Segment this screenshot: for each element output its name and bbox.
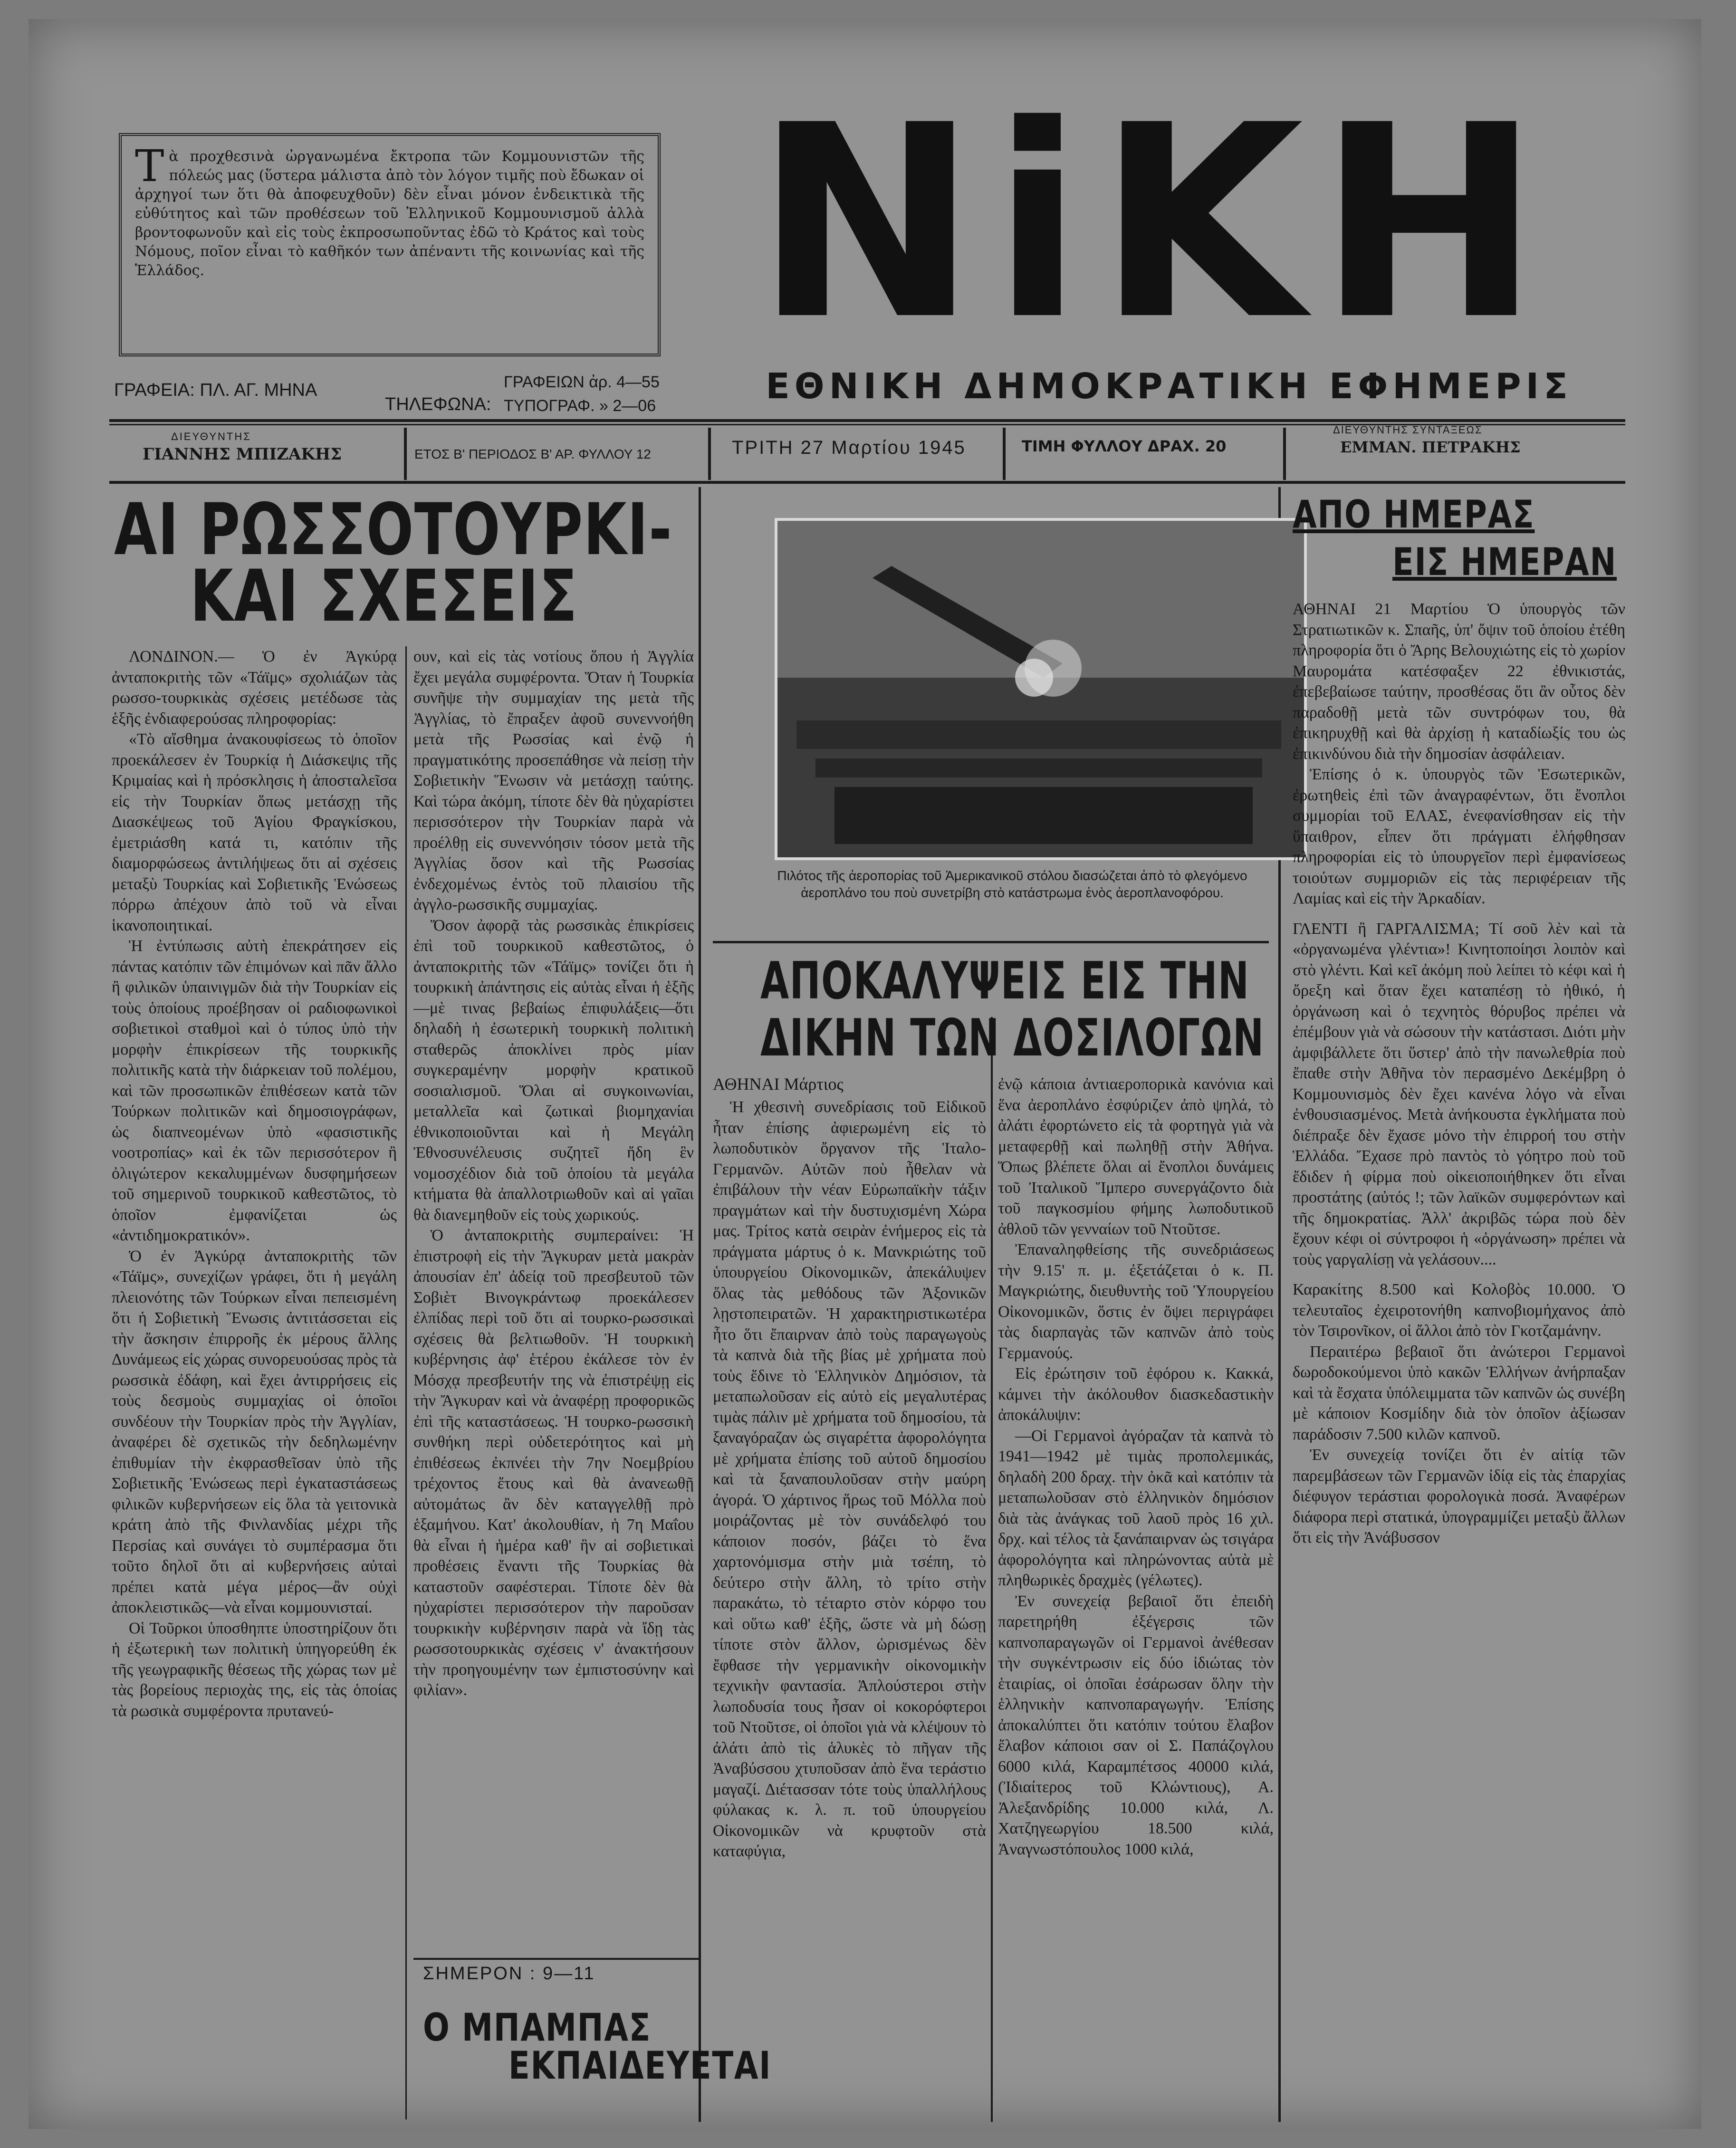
article3-headline-line1: ΑΠΟ ΗΜΕΡΑΣ xyxy=(1293,492,1535,537)
editor-label: ΔΙΕΥΘΥΝΤΗΣ ΣΥΝΤΑΞΕΩΣ xyxy=(1333,424,1483,436)
article1-column1 xyxy=(112,646,397,2110)
intro-note-box xyxy=(119,133,661,356)
intro-drop-cap: Τ xyxy=(135,141,164,192)
issue-date: ΤΡΙΤΗ 27 Μαρτίου 1945 xyxy=(732,437,966,458)
aircraft-carrier-photo xyxy=(775,518,1307,860)
caption-rule xyxy=(713,941,1269,943)
article1-col2-para: Ὁ ἀνταποκριτὴς συμπεραίνει: Ἡ ἐπιστροφὴ εἰς τὴν Ἄγκυραν μετὰ μακρὰν ἀπουσίαν ἐπ' ἀδείᾳ τοῦ πρεσβευτοῦ τῶν Σοβιὲτ Βινογκράντωφ προεκάλεσεν ἐλπίδας περὶ τοῦ ὅτι αἱ τουρκο-ρωσσικαὶ σχέσεις θὰ βελτιωθοῦν. Ἡ τουρκικὴ κυβέρνησις ἀφ' ἑτέρου ἐκάλεσε τὸν ἐν Μόσχᾳ πρεσβευτήν της νὰ ἐπιστρέψῃ εἰς τὴν Ἄγκυραν καὶ νὰ ἀναφέρῃ προφορικῶς ἐπὶ τῆς καταστάσεως. Ἡ τουρκο-ρωσσικὴ συνθήκη περὶ οὐδετερότητος καὶ μὴ ἐπιθέσεως ἐκπνέει τὴν 7ην Νοεμβρίου τρέχοντος ἔτους καὶ θὰ ἀνανεωθῇ αὐτομάτως ἂν δὲν καταγγελθῇ πρὸ ἑξαμήνου. Κατ' ἀκολουθίαν, ἡ 7η Μαΐου θὰ εἶναι ἡ ἡμέρα καθ' ἣν αἱ σοβιετικαὶ προθέσεις ἔναντι τῆς Τουρκίας θὰ καταστοῦν σαφέστεραι. Τίποτε δὲν θὰ ηὐχαρίστει περισσότερον τὴν παροῦσαν τουρκικὴν κυβέρνησιν παρὰ νὰ ἴδῃ τὰς ρωσσοτουρκικὰς σχέσεις ν' ἀνακτήσουν τὴν προηγουμένην των ἐμπιστοσύνην καὶ φιλίαν». xyxy=(413,1227,694,1699)
article1-col2-para: ουν, καὶ εἰς τὰς νοτίους ὅπου ἡ Ἀγγλία ἔχει μεγάλα συμφέροντα. Ὅταν ἡ Τουρκία συνῆψε τὴν συμμαχίαν της μετὰ τῆς Ἀγγλίας, τὸ ἔπραξεν ἀφοῦ συνεννοήθη μετὰ τῆς Ρωσσίας καὶ ἐνῷ ἡ πραγματικότης προσεπάθησε νὰ πείσῃ τὴν Σοβιετικὴν Ἕνωσιν νὰ μετάσχῃ ταύτης. Καὶ τώρα ἀκόμη, τίποτε δὲν θὰ ηὐχαρίστει περισσότερον τὴν Τουρκίαν παρὰ νὰ προέλθῃ εἰς συνεννόησιν τόσον μετὰ τῆς Ἀγγλίας ὅσον καὶ τῆς Ρωσσίας ἐνδεχομένως ἐντὸς τοῦ πλαισίου τῆς ἀγγλο-ρωσσικῆς συμμαχίας. xyxy=(413,648,694,913)
issue-number: ΕΤΟΣ Β' ΠΕΡΙΟΔΟΣ Β' ΑΡ. ΦΥΛΛΟΥ 12 xyxy=(414,447,651,461)
intro-note-text: ὰ προχθεσινὰ ὠργανωμένα ἔκτροπα τῶν Κομμουνιστῶν τῆς πόλεώς μας (ὕστερα μάλιστα ἀπὸ τὸν λόγον τιμῆς ποὺ ἔδωκαν οἱ ἀρχηγοί των ὅτι θὰ ἀποφευχθοῦν) δὲν εἶναι μόνον ἐνδεικτικὰ τῆς εὐθύτητος καὶ τῶν προθέσεων τοῦ Ἑλληνικοῦ Κομμουνισμοῦ ἀλλὰ βροντοφωνοῦν καὶ εἰς τοὺς ἐκπροσωποῦντας ἐδῶ τὸ Κράτος καὶ τοὺς Νόμους, ποῖον εἶναι τὸ καθῆκόν των ἀπέναντι τῆς κοινωνίας καὶ τῆς Ἑλλάδος. xyxy=(135,148,644,279)
article1-col1-para: Οἱ Τοῦρκοι ὑποσθηπτε ὑποστηρίζουν ὅτι ἡ ἐξωτερικὴ των πολιτικὴ ὑπηγορεύθη ἐκ τῆς γεωγραφικῆς θέσεως τῆς χώρας των μὲ τὰς βορείους περιοχὰς της, εἰς τὰς ὁποίας τὰ ρωσικὰ συμφέροντα πρυτανεύ- xyxy=(112,1619,397,1720)
article1-col1-para: Ὁ ἐν Ἀγκύρᾳ ἀνταποκριτὴς τῶν «Τάϊμς», συνεχίζων γράφει, ὅτι ἡ μεγάλη πλειονότης τῶν Τούρκων εἶναι πεπεισμένη ὅτι ἡ Σοβιετικὴ Ἕνωσις ἀντιτάσσεται εἰς τὴν ἄσκησιν ἐπιρροῆς ἐκ μέρους ἄλλης Δυνάμεως εἰς χώρας συνορευούσας πρὸς τὰ ρωσσικὰ ἐδάφη, καὶ ἔχει ἀντιρρήσεις εἰς τοὺς δεσμοὺς συμμαχίας οἱ ὁποῖοι συνδέουν τὴν Τουρκίαν πρὸς τὴν Ἀγγλίαν, ἀναφέρει δὲ σχετικῶς τὴν δεδηλωμένην ἐπιθυμίαν τὴν ἐκφρασθεῖσαν ὑπὸ τῆς Σοβιετικῆς Ἑνώσεως περὶ ἐγκαταστάσεως φιλικῶν κυβερνήσεων εἰς ὅλα τὰ γειτονικὰ κράτη ἀπὸ τῆς Φινλανδίας μέχρι τῆς Περσίας καὶ συνάγει τὸ συμπέρασμα ὅτι τοῦτο δηλοῖ ὅτι αἱ κυβερνήσεις αὐταὶ πρέπει κατὰ μέγα μέρος—ἂν οὐχὶ ἀποκλειστικῶς—νὰ εἶναι κομμουνισταί. xyxy=(112,1247,397,1616)
article1-headline-line2: ΚΑΙ ΣΧΕΣΕΙΣ xyxy=(190,555,578,638)
info-divider-4 xyxy=(1283,428,1286,480)
masthead-title: ΝiΚΗ xyxy=(755,68,1555,378)
article3-para: ΓΛΕΝΤΙ ἢ ΓΑΡΓΑΛΙΣΜΑ; Τί σοῦ λὲν καὶ τὰ «ὀργανωμένα γλέντια»! Κινητοποίησι λοιπὸν καὶ στὸ γλέντι. Καὶ κεῖ ἀκόμη ποὺ λείπει τὸ κέφι καὶ ἡ ὄρεξη καὶ ὅταν ἔχει καταπέσῃ τὸ ἠθικό, ἡ ὀργάνωση καὶ ὁ τεχνητὸς θόρυβος πρέπει νὰ ἐπέμβουν γιὰ νὰ σώσουν τὴν κατάστασι. Διότι μὴν ἀμφιβάλλετε ὅτι ὕστερ' ἀπὸ τὴν πανωλεθρία ποὺ ἔπαθε στὴν Ἀθῆνα τὸν περασμένο Δεκέμβρη ὁ Κομμουνισμὸς δὲν ἔχει κανένα λόγο νὰ εἶναι ἐνθουσιασμένος. Μετὰ ἀνήκουστα ἐγκλήματα ποὺ διέπραξε δὲν ἔχασε μόνο τὴν ἐπιρροή του στὴν Ἑλλάδα. Ἔχασε πρὸ παντὸς τὸ γόητρο ποὺ τοῦ ἔδιδεν ἡ φίρμα ποὺ οἰκειοποιήθηκεν ὅτι εἶναι προστάτης (αὐτός !; τῶν λαϊκῶν συμφερόντων καὶ τῆς δημοκρατίας. Ἀλλ' ἀκριβῶς τώρα ποὺ δὲν ἔχουν κέφι οἱ σύντροφοι ἡ «ὀργάνωση» πρέπει νὰ τοὺς γαργαλίσῃ νὰ γελάσουν.... xyxy=(1293,920,1625,1268)
article2-col1-para: Ἡ χθεσινὴ συνεδρίασις τοῦ Εἰδικοῦ ἦταν ἐπίσης ἀφιερωμένη εἰς τὸ λωποδυτικὸν ὄργανον τῆς Ἰταλο-Γερμανῶν. Αὐτῶν ποὺ ἦθελαν νὰ ἐπιβάλουν τὴν νέαν Εὐρωπαϊκὴν τάξιν πραγμάτων καὶ τὴν δυστυχισμένη Χώρα μας. Τρίτος κατὰ σειρὰν ἐνήμερος εἰς τὰ πράγματα μάρτυς ὁ κ. Μανκριώτης τοῦ ὑπουργείου Οἰκονομικῶν, ἀπεκάλυψεν ὅλας τὰς μεθόδους τῶν Ἀξονικῶν λῃστοπειρατῶν. Ἡ χαρακτηριστικωτέρα ἦτο ὅτι ἔπαιρναν ἀπὸ τοὺς παραγωγοὺς τὰ καπνὰ διὰ τῆς βίας μὲ χρήματα ποὺ τοὺς ἔδινε τὸ Ἑλληνικὸν Δημόσιον, τὰ μεταπωλοῦσαν εἰς αὐτὸ εἰς μεγαλυτέρας τιμὰς πάλιν μὲ χρήματα τοῦ δημοσίου, τὰ ξαναγόραζαν ὡς σιγαρέττα ἀφορολόγητα μὲ χρήματα ἐπίσης τοῦ αὐτοῦ δημοσίου καὶ τὰ ξαναπουλοῦσαν στὴν μαύρη ἀγορά. Ὁ χάρτινος ἥρως τοῦ Μόλλα ποὺ μοιράζοντας μὲ τὸν συνάδελφό του κάποιον ποσόν, βάζει τὸ ἕνα χαρτονόμισμα στὴν μιὰ τσέπη, τὸ δεύτερο στὴν ἄλλη, τὸ τρίτο στὴν παρακάτω, τὸ τέταρτο στὸν κόρφο του καὶ οὕτω καθ' ἑξῆς, ὥστε νὰ μὴ δώσῃ τίποτε στὸν ἄλλον, ὡρισμένως δὲν ἔφθασε τὴν γερμανικὴν οἰκονομικὴν τεχνικὴν φαντασία. Ἀπλούστεροι στὴν λωποδυσία τους ἦσαν οἱ κοκορόφτεροι τοῦ Ντοῦτσε, οἱ ὁποῖοι γιὰ νὰ κλέψουν τὸ ἀλάτι ἀπὸ τὶς ἁλυκὲς τὸ πῆγαν τῆς Ἀναβύσσου χτυποῦσαν ἀπὸ ἕνα τεράστιο μαγαζί. Διέτασσαν τότε τοὺς ὑπαλλήλους φύλακας κ. λ. π. τοῦ ὑπουργείου Οἰκονομικῶν νὰ κρυφτοῦν στὰ καταφύγια, xyxy=(713,1098,986,1860)
phone-offices: ΓΡΑΦΕΙΩΝ ἀρ. 4—55 xyxy=(504,373,660,391)
photo-caption: Πιλότος τῆς ἀεροπορίας τοῦ Ἀμερικανικοῦ στόλου διασώζεται ἀπὸ τὸ φλεγόμενο ἀεροπλάνο του ποὺ συνετρίβη στὸ κατάστρωμα ἑνὸς ἀεροπλανοφόρου. xyxy=(777,868,1247,900)
offices-address: ΓΡΑΦΕΙΑ: ΠΛ. ΑΓ. ΜΗΝΑ xyxy=(114,380,317,400)
article1-headline-line1: ΑΙ ΡΩΣΣΟΤΟΥΡΚΙ- xyxy=(114,489,673,571)
newspaper-page xyxy=(29,19,1701,2129)
column-divider-left xyxy=(699,487,701,2122)
article2-col2-para: Ἐν συνεχείᾳ βεβαιοῖ ὅτι ἐπειδὴ παρετηρήθη ἐξέγερσις τῶν καπνοπαραγωγῶν οἱ Γερμανοὶ ἀνέθεσαν τὴν συγκέντρωσιν εἰς δύο ἰδιώτας τὸν ἑταιρίας, οἱ ὁποῖαι ἐσάρωσαν ὅλην τὴν ἑλληνικὴν καπνοπαραγωγήν. Ἐπίσης ἀποκαλύπτει ὅτι κατόπιν τούτου ἔλαβον ἔλαβον κάποιοι σαν οἱ Σ. Παπάζογλου 6000 κιλά, Καραμπέτσος 40000 κιλά, (Ἰδιαίτερος τοῦ Κλώντιους), Α. Ἀλεξανδρίδης 10.000 κιλά, Λ. Χατζηγεωργίου 18.500 κιλά, Ἀναγνωστόπουλος 1000 κιλά, xyxy=(998,1592,1274,1858)
article2-col2-para: —Οἱ Γερμανοὶ ἀγόραζαν τὰ καπνὰ τὸ 1941—1942 μὲ τιμὰς προπολεμικάς, δηλαδὴ 200 δραχ. τὴν ὀκᾶ καὶ κατόπιν τὰ μεταπωλοῦσαν στὸ ἑλληνικὸν δημόσιον διὰ τὰς ἀνάγκας τοῦ λαοῦ πρὸς 16 χιλ. δρχ. καὶ τέλος τὰ ξανάπαιρναν ὡς τσιγάρα ἀφορολόγητα καὶ πληρώνοντας αὐτὰ μὲ πληθωρικὲς δραχμὲς (γέλωτες). xyxy=(998,1427,1274,1589)
article2-col2-para: ἐνῷ κάποια ἀντιαεροπορικὰ κανόνια καὶ ἕνα ἀεροπλάνο ἐσφύριζεν ἀπὸ ψηλά, τὸ ἀλάτι ἐφορτώνετο εἰς τὰ φορτηγὰ γιὰ νὰ μεταφερθῇ καὶ πωληθῇ στὴν Ἀθήνα. Ὅπως βλέπετε ὅλαι αἱ ἔνοπλοι δυνάμεις τοῦ Ἰταλικοῦ Ἵμπερο συνεργάζοντο διὰ τοῦ παγκοσμίου φήμης λωποδυτικοῦ ἀθλοῦ τῶν γενναίων τοῦ Ντοῦτσε. xyxy=(998,1075,1274,1238)
today-schedule: ΣΗΜΕΡΟΝ : 9—11 xyxy=(423,1964,595,1984)
info-bottom-rule xyxy=(109,481,1625,484)
article1-col1-para: «Τὸ αἴσθημα ἀνακουφίσεως τὸ ὁποῖον προεκάλεσεν ἐν Τουρκίᾳ ἡ Διάσκεψις τῆς Κριμαίας καὶ ἡ πρόσκλησις ἡ ἀποσταλεῖσα εἰς τὴν Τουρκίαν ὅπως μετάσχῃ τῆς Διασκέψεως τοῦ Ἁγίου Φραγκίσκου, ἐμετριάσθη κατά τι, κατόπιν τῆς διαμορφώσεως ἀντιλήψεως ὅτι αἱ σχέσεις μεταξὺ Τουρκίας καὶ Σοβιετικῆς Ἑνώσεως πόρρω ἀπέχουν ἀπὸ τοῦ νὰ εἶναι ἱκανοποιητικαί. xyxy=(112,730,397,934)
article3-headline-line2: ΕΙΣ ΗΜΕΡΑΝ xyxy=(1392,540,1617,584)
article2-column1 xyxy=(713,1097,986,2119)
article2-column2 xyxy=(998,1074,1274,2119)
article1-col2-para: Ὅσον ἀφορᾷ τὰς ρωσσικὰς ἐπικρίσεις ἐπὶ τοῦ τουρκικοῦ καθεστῶτος, ὁ ἀνταποκριτὴς τῶν «Τάϊμς» τονίζει ὅτι ἡ τουρκικὴ ἀπάντησις εἰς αὐτὰς εἶναι ἡ ἑξῆς—μὲ τινας βεβαίως ἐπιφυλάξεις—ὅτι δηλαδὴ ἡ ἐσωτερικὴ τουρκικὴ πολιτικὴ σταθερῶς ἀποκλίνει πρὸς μίαν συγκεραμένην μορφὴν κρατικοῦ σοσιαλισμοῦ. Ὅλαι αἱ συγκοινωνίαι, μεταλλεῖα καὶ ζωτικαὶ βιομηχανίαι ἐθνικοποιοῦνται καὶ ἡ Μεγάλη Ἐθνοσυνέλευσις συζητεῖ ἤδη ἓν νομοσχέδιον διὰ τοῦ ὁποίου τὰ μεγάλα κτήματα θὰ ἀπαλλοτριωθοῦν καὶ αἱ γαῖαι θὰ διανεμηθοῦν εἰς τοὺς χωρικούς. xyxy=(413,916,694,1224)
article2-headline-line2: ΔΙΚΗΝ ΤΩΝ ΔΟΣΙΛΟΓΩΝ xyxy=(760,1008,1265,1068)
article2-col2-para: Ἐπαναληφθείσης τῆς συνεδριάσεως τὴν 9.15' π. μ. ἐξετάζεται ὁ κ. Π. Μαγκριώτης, διευθυντὴς τοῦ Ὑπουργείου Οἰκονομικῶν, ὅστις ἐν ὄψει περιγράφει τὰς διαρπαγὰς τῶν καπνῶν ἀπὸ τοὺς Γερμανούς. xyxy=(998,1241,1274,1362)
phones-label: ΤΗΛΕΦΩΝΑ: xyxy=(385,394,491,414)
box-headline-line2: ΕΚΠΑΙΔΕΥΕΤΑΙ xyxy=(508,2043,772,2088)
article2-dateline: ΑΘΗΝΑΙ Μάρτιος xyxy=(713,1074,844,1093)
issue-price: ΤΙΜΗ ΦΥΛΛΟΥ ΔΡΑΧ. 20 xyxy=(1022,437,1227,455)
article3-para: Ἐν συνεχείᾳ τονίζει ὅτι ἐν αἰτίᾳ τῶν παρεμβάσεων τῶν Γερμανῶν ἰδίᾳ εἰς τὰς ἐπαρχίας διέφυγον τεράστιαι φορολογικὰ ποσά. Ἀναφέρων διάφορα περὶ στατικά, ὑπογραμμίζει μεταξὺ ἄλλων ὅτι εἰς τὴν Ἀνάβυσσον xyxy=(1293,1446,1625,1546)
director-name: ΓΙΑΝΝΗΣ ΜΠΙΖΑΚΗΣ xyxy=(143,445,342,464)
article2-headline-line1: ΑΠΟΚΑΛΥΨΕΙΣ ΕΙΣ ΤΗΝ xyxy=(760,951,1250,1011)
info-divider-3 xyxy=(1003,428,1006,480)
info-divider-2 xyxy=(708,428,711,480)
article1-column-divider xyxy=(405,646,407,2119)
phone-printing: ΤΥΠΟΓΡΑΦ. » 2—06 xyxy=(504,397,656,415)
article2-col2-para: Εἰς ἐρώτησιν τοῦ ἐφόρου κ. Κακκά, κάμνει τὴν ἀκόλουθον διασκεδαστικὴν ἀποκάλυψιν: xyxy=(998,1365,1274,1424)
info-divider-1 xyxy=(404,428,407,480)
photo-scene-illustration xyxy=(777,521,1304,857)
article3-column xyxy=(1293,599,1625,2119)
article3-para: ΑΘΗΝΑΙ 21 Μαρτίου Ὁ ὑπουργὸς τῶν Στρατιωτικῶν κ. Σπαῆς, ὑπ' ὄψιν τοῦ ὁποίου ἐτέθη πληροφορία ὅτι ὁ Ἄρης Βελουχιώτης εἰς τὸ χωρίον Μαυρομάτα κατέσφαξεν 22 ἐθνικιστάς, ἐπεβεβαίωσε ταύτην, προσθέσας ὅτι ἂν οὗτος δὲν παραδοθῇ μετὰ τῶν συντρόφων του, θὰ ἐπικηρυχθῇ καὶ θὰ ἀρχίσῃ ἡ καταδίωξίς του ὡς ἐπικινδύνου διὰ τὴν δημοσίαν ἀσφάλειαν. xyxy=(1293,600,1625,763)
editor-name: ΕΜΜΑΝ. ΠΕΤΡΑΚΗΣ xyxy=(1340,438,1521,456)
today-box-rule xyxy=(413,1958,699,1960)
article1-col1-para: Ἡ ἐντύπωσις αὐτὴ ἐπεκράτησεν εἰς πάντας κατόπιν τῶν ἐπιμόνων καὶ πᾶν ἄλλο ἢ φιλικῶν ὑπαινιγμῶν διὰ τὴν Τουρκίαν εἰς τοὺς ὁποίους προέβησαν οἱ ραδιοφωνικοὶ σοβιετικοὶ σταθμοὶ καὶ ὁ τύπος ὑπὸ τὴν μορφὴν ἐπικρίσεων τῆς τουρκικῆς πολιτικῆς κατὰ τὴν διάρκειαν τοῦ πολέμου, καὶ τῶν προσωπικῶν ἐπιθέσεων κατὰ τῶν Τούρκων πολιτικῶν καὶ δημοσιογράφων, ὡς διαπνεομένων ὑπὸ «φασιστικῆς νοοτροπίας» καὶ ἐκ τῶν περισσότερον ἢ ὀλιγώτερον κεκαλυμμένων δυσφημήσεων τοῦ σημερινοῦ τουρκικοῦ καθεστῶτος, τὸ ὁποῖον ἐμφανίζεται ὡς «ἀντιδημοκρατικόν». xyxy=(112,937,397,1244)
article3-para: Καρακίτης 8.500 καὶ Κολοβὸς 10.000. Ὁ τελευταῖος ἐχειροτονήθη καπνοβιομήχανος ἀπὸ τὸν Τσιρονῖκον, οἱ ἄλλοι ἀπὸ τὸν Γκοτζαμάνην. xyxy=(1293,1281,1625,1340)
masthead-subtitle: ΕΘΝΙΚΗ ΔΗΜΟΚΡΑΤΙΚΗ ΕΦΗΜΕΡΙΣ xyxy=(766,366,1573,407)
column-divider-middle xyxy=(991,1017,993,2122)
article1-column2 xyxy=(413,646,694,1948)
director-label: ΔΙΕΥΘΥΝΤΗΣ xyxy=(171,431,251,442)
top-rule xyxy=(109,419,1625,422)
article1-col1-para: ΛΟΝΔΙΝΟΝ.— Ὁ ἐν Ἀγκύρᾳ ἀνταποκριτὴς τῶν «Τάϊμς» σχολιάζων τὰς ρωσσο-τουρκικὰς σχέσεις μετέδωσε τὰς ἑξῆς ἐνδιαφερούσας πληροφορίας: xyxy=(112,648,397,728)
article3-para: Περαιτέρω βεβαιοῖ ὅτι ἀνώτεροι Γερμανοὶ δωροδοκούμενοι ὑπὸ κακῶν Ἑλλήνων ἀνήρπαξαν καὶ τὰ ἔσχατα ὑπόλειμματα τῶν καπνῶν ὡς συνέβη μὲ κάποιον Κοσμίδην διὰ τὸν ὁποῖον ἀξίωσαν παράδοσιν 7.500 κιλῶν καπνοῦ. xyxy=(1293,1342,1625,1443)
article3-para: Ἐπίσης ὁ κ. ὑπουργὸς τῶν Ἐσωτερικῶν, ἐρωτηθεὶς ἐπὶ τῶν ἀναγραφέντων, ὅτι ἔνοπλοι συμμορίαι τοῦ ΕΛΑΣ, ἐνεφανίσθησαν εἰς τὴν ὕπαιθρον, εἶπεν ὅτι πράγματι ἐλήφθησαν πληροφορίαι εἰς τὸ ὑπουργεῖον περὶ ἐμφανίσεως τοιούτων συμμοριῶν εἰς τὰς περιφέρειαν τῆς Λαμίας καὶ εἰς τὴν Ἀρκαδίαν. xyxy=(1293,766,1625,907)
box-headline-line1: Ο ΜΠΑΜΠΑΣ xyxy=(423,2005,652,2050)
